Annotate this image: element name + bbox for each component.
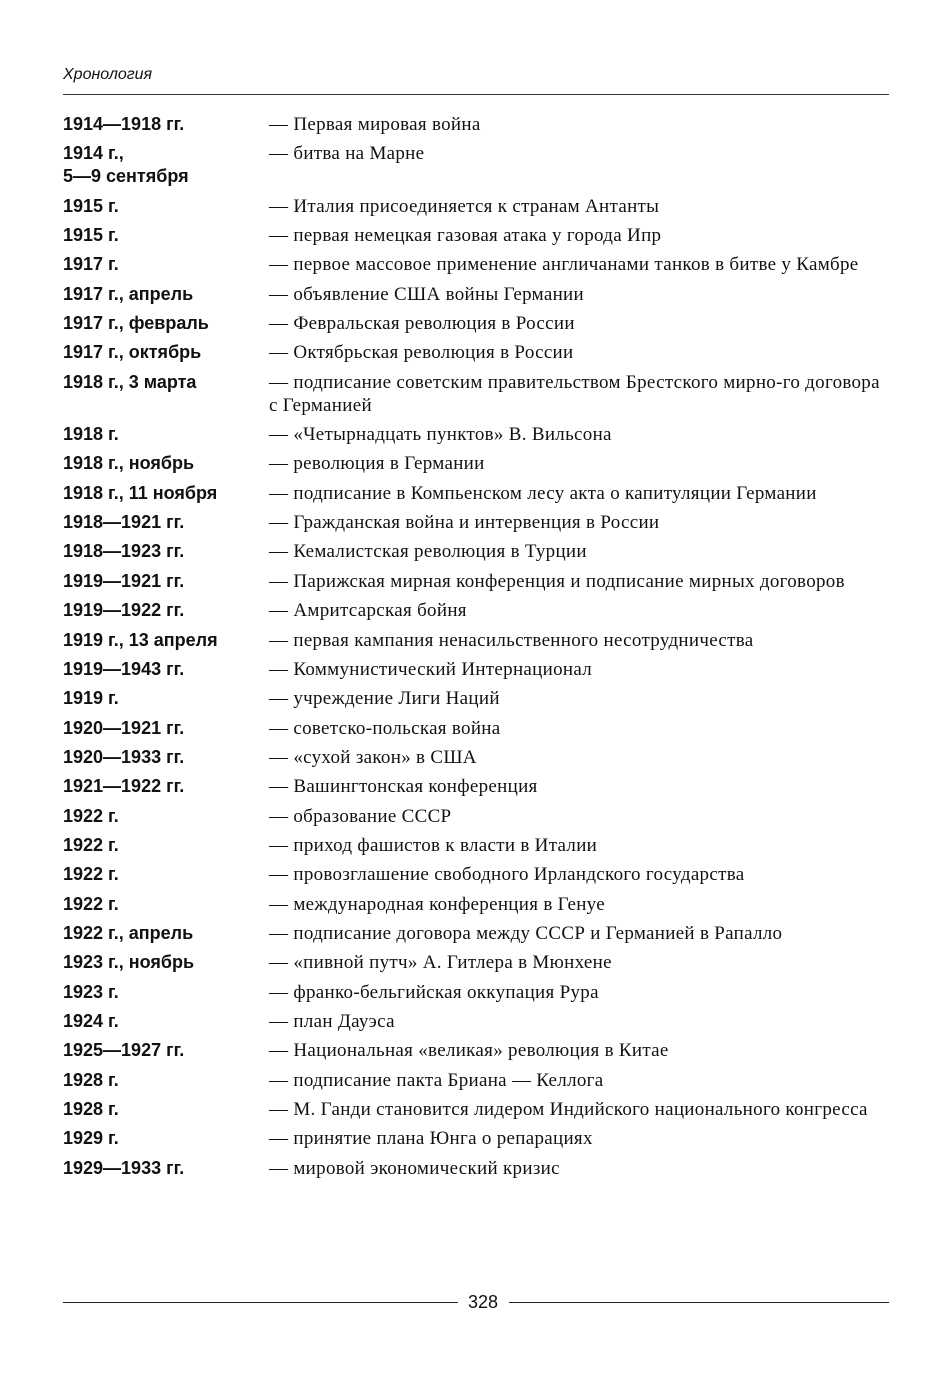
entry-date: 1917 г., февраль	[63, 313, 209, 334]
entry-description: — советско-польская война	[269, 717, 501, 739]
entry-description: — Парижская мирная конференция и подписание мирных договоров	[269, 570, 845, 592]
entry-date: 1914—1918 гг.	[63, 114, 185, 134]
entry-description: — учреждение Лиги Наций	[269, 688, 500, 710]
entry-description: — М. Ганди становится лидером Индийского национального конгресса	[269, 1099, 868, 1120]
entry-description: — Вашингтонская конференция	[269, 776, 538, 798]
header-rule	[63, 94, 889, 95]
chronology-entry	[63, 371, 893, 423]
chronology-entry	[63, 283, 893, 312]
entry-description: — революция в Германии	[269, 453, 485, 475]
entry-date: 1920—1933 гг.	[63, 746, 185, 767]
chronology-entry	[63, 599, 893, 628]
entry-date: 1929—1933 гг.	[63, 1157, 185, 1178]
entry-description: — объявление США войны Германии	[269, 283, 584, 305]
entry-date: 1918 г., ноябрь	[63, 453, 195, 474]
chronology-entry	[63, 224, 893, 253]
entry-date: 1915 г.	[63, 195, 119, 216]
chronology-entry	[63, 1127, 893, 1156]
entry-description: — Италия присоединяется к странам Антанты	[269, 195, 660, 217]
footer-rule-left	[63, 1302, 458, 1303]
entry-date: 1928 г.	[63, 1099, 119, 1119]
chronology-entry	[63, 1039, 893, 1068]
entry-description: — битва на Марне	[269, 143, 425, 165]
entry-date: 1928 г.	[63, 1069, 119, 1090]
entry-date: 1920—1921 гг.	[63, 717, 185, 738]
chronology-list	[63, 113, 893, 1186]
chronology-entry	[63, 312, 893, 341]
entry-date: 1918 г., 11 ноября	[63, 482, 218, 503]
entry-description: — Коммунистический Интернационал	[269, 658, 593, 680]
entry-description: — международная конференция в Генуе	[269, 893, 605, 915]
entry-description: — «Четырнадцать пунктов» В. Вильсона	[269, 424, 612, 446]
entry-description: — мировой экономический кризис	[269, 1157, 560, 1179]
entry-date: 1929 г.	[63, 1128, 119, 1149]
entry-description: — подписание пакта Бриана — Келлога	[269, 1069, 604, 1091]
entry-date: 1918 г., 3 марта	[63, 371, 197, 392]
chronology-entry	[63, 775, 893, 804]
entry-description: — «сухой закон» в США	[269, 746, 477, 768]
chronology-entry	[63, 687, 893, 716]
chronology-entry	[63, 863, 893, 892]
chronology-entry	[63, 253, 893, 282]
chronology-entry	[63, 452, 893, 481]
entry-date: 1919 г., 13 апреля	[63, 629, 218, 650]
chronology-entry	[63, 746, 893, 775]
chronology-entry	[63, 1098, 893, 1127]
entry-date: 1922 г., апрель	[63, 922, 194, 943]
chronology-entry	[63, 511, 893, 540]
entry-date: 1917 г., апрель	[63, 283, 194, 304]
entry-description: — Кемалистская революция в Турции	[269, 541, 587, 563]
chronology-entry	[63, 1010, 893, 1039]
entry-description: — подписание договора между СССР и Германией в Рапалло	[269, 922, 783, 944]
entry-date: 1919—1943 гг.	[63, 658, 185, 679]
entry-description: — Февральская революция в России	[269, 313, 575, 335]
entry-date: 1922 г.	[63, 834, 119, 855]
chronology-entry	[63, 113, 893, 142]
entry-date: 1922 г.	[63, 893, 119, 914]
entry-description: — план Дауэса	[269, 1010, 395, 1032]
entry-date: 1923 г.	[63, 981, 119, 1002]
chronology-entry	[63, 717, 893, 746]
entry-description: — «пивной путч» А. Гитлера в Мюнхене	[269, 952, 612, 974]
entry-description: — первое массовое применение англичанами танков в битве у Камбре	[269, 254, 859, 276]
entry-description: — подписание советским правительством Брестского мирно-го договора с Германией	[269, 371, 880, 416]
chronology-entry	[63, 893, 893, 922]
chronology-entry	[63, 981, 893, 1010]
entry-date: 1917 г., октябрь	[63, 342, 202, 363]
chronology-entry	[63, 540, 893, 569]
chronology-entry	[63, 195, 893, 224]
entry-description: — принятие плана Юнга о репарациях	[269, 1128, 593, 1150]
entry-date: 1914 г., 5—9 сентября	[63, 143, 189, 187]
entry-date: 1919—1922 гг.	[63, 600, 185, 621]
running-header: Хронология	[63, 66, 153, 83]
chronology-entry	[63, 142, 893, 194]
chronology-entry	[63, 423, 893, 452]
entry-description: — приход фашистов к власти в Италии	[269, 834, 598, 856]
entry-description: — образование СССР	[269, 805, 452, 827]
chronology-entry	[63, 629, 893, 658]
chronology-entry	[63, 834, 893, 863]
chronology-entry	[63, 341, 893, 370]
entry-description: — первая немецкая газовая атака у города Ипр	[269, 225, 662, 247]
chronology-entry	[63, 482, 893, 511]
entry-date: 1922 г.	[63, 864, 119, 885]
entry-date: 1917 г.	[63, 254, 119, 275]
entry-date: 1915 г.	[63, 225, 119, 246]
entry-date: 1925—1927 гг.	[63, 1040, 185, 1061]
chronology-entry	[63, 1157, 893, 1186]
chronology-entry	[63, 805, 893, 834]
chronology-entry	[63, 570, 893, 599]
entry-date: 1919 г.	[63, 688, 119, 709]
footer-rule-right	[509, 1302, 889, 1303]
entry-date: 1923 г., ноябрь	[63, 952, 195, 973]
entry-description: — Октябрьская революция в России	[269, 342, 574, 364]
page-number: 328	[467, 1292, 499, 1312]
entry-date: 1924 г.	[63, 1010, 119, 1031]
entry-description: — Амритсарская бойня	[269, 600, 467, 622]
entry-description: — Первая мировая война	[269, 114, 481, 135]
entry-description: — Национальная «великая» революция в Китае	[269, 1040, 669, 1062]
entry-description: — франко-бельгийская оккупация Рура	[269, 981, 599, 1003]
page-footer	[63, 1290, 889, 1314]
entry-description: — провозглашение свободного Ирландского государства	[269, 864, 745, 886]
entry-date: 1922 г.	[63, 805, 119, 826]
entry-date: 1918—1923 гг.	[63, 541, 185, 562]
entry-description: — Гражданская война и интервенция в России	[269, 512, 660, 534]
entry-date: 1918 г.	[63, 424, 119, 445]
entry-date: 1918—1921 гг.	[63, 512, 185, 533]
chronology-entry	[63, 922, 893, 951]
entry-date: 1919—1921 гг.	[63, 570, 185, 591]
chronology-entry	[63, 1069, 893, 1098]
chronology-entry	[63, 951, 893, 980]
entry-description: — первая кампания ненасильственного несотрудничества	[269, 629, 754, 651]
chronology-entry	[63, 658, 893, 687]
entry-description: — подписание в Компьенском лесу акта о капитуляции Германии	[269, 482, 817, 504]
entry-date: 1921—1922 гг.	[63, 776, 185, 797]
